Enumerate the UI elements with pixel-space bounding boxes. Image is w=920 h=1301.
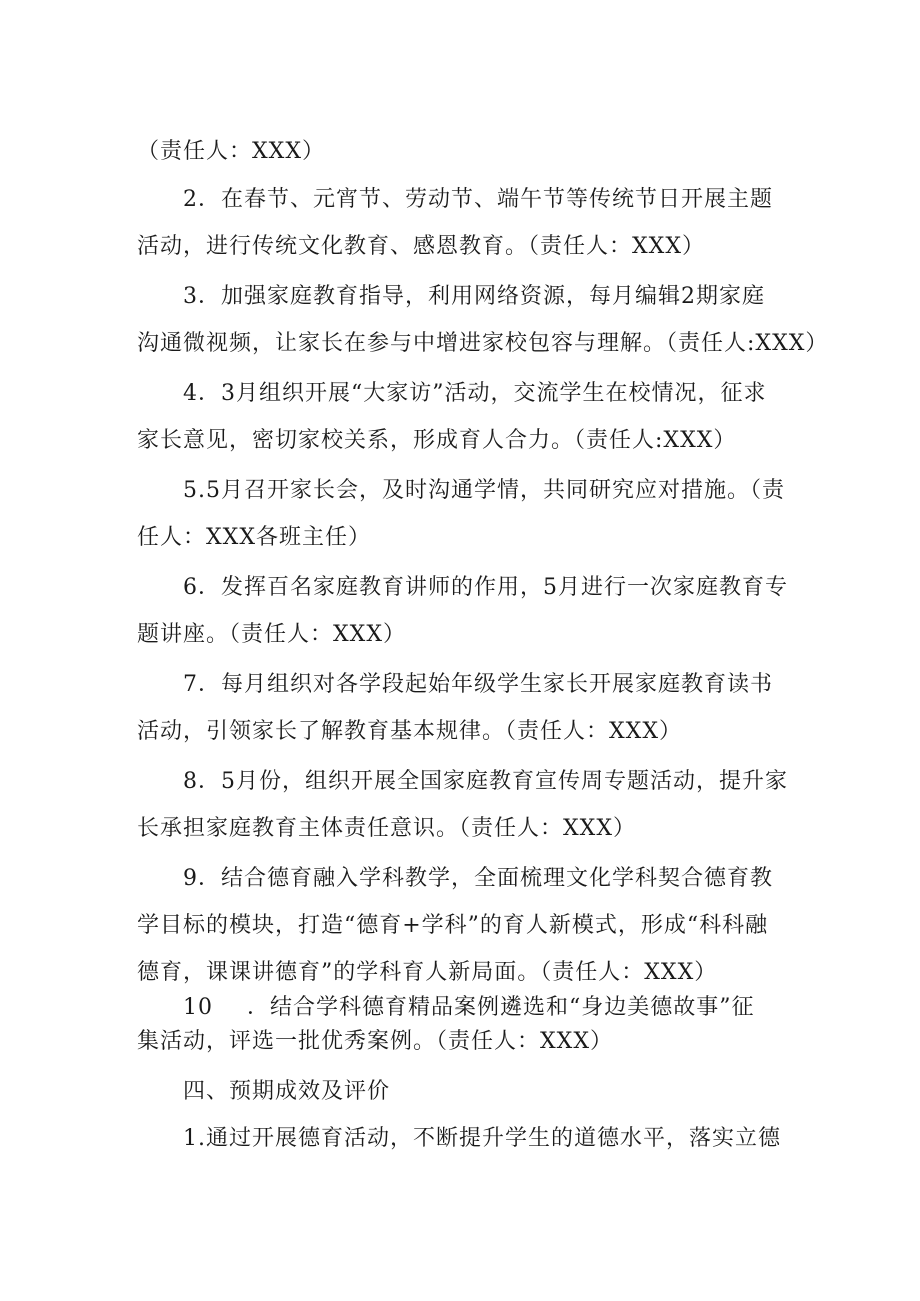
text-line: 学目标的模块，打造“德育+学科”的育人新模式，形成“科科融 (137, 913, 769, 938)
text-line: 1.通过开展德育活动，不断提升学生的道德水平，落实立德 (183, 1126, 781, 1151)
item-text: ．结合学科德育精品案例遴选和“身边美德故事”征 (247, 995, 755, 1020)
text-line: 活动，进行传统文化教育、感恩教育。（责任人：XXX） (137, 234, 705, 259)
section-heading: 四、预期成效及评价 (183, 1079, 391, 1104)
text-line: 沟通微视频，让家长在参与中增进家校包容与理解。（责任人:XXX） (137, 331, 829, 356)
text-line: 7．每月组织对各学段起始年级学生家长开展家庭教育读书 (183, 672, 773, 697)
text-line: 任人：XXX各班主任） (137, 525, 371, 550)
text-line: 活动，引领家长了解教育基本规律。（责任人：XXX） (137, 719, 682, 744)
text-line: 长承担家庭教育主体责任意识。（责任人：XXX） (137, 816, 636, 841)
text-line: 8．5月份，组织开展全国家庭教育宣传周专题活动，提升家 (183, 769, 788, 794)
text-line: 家长意见，密切家校关系，形成育人合力。（责任人:XXX） (137, 428, 737, 453)
item-number: 10 (183, 995, 213, 1020)
text-line: （责任人：XXX） (137, 139, 325, 164)
text-line: 5.5月召开家长会，及时沟通学情，共同研究应对措施。（责 (183, 478, 785, 503)
text-line: 德育，课课讲德育”的学科育人新局面。（责任人：XXX） (137, 960, 718, 985)
text-line-item-10 (183, 993, 843, 1023)
text-line: 2．在春节、元宵节、劳动节、端午节等传统节日开展主题 (183, 187, 773, 212)
text-line: 4．3月组织开展“大家访”活动，交流学生在校情况，征求 (183, 381, 767, 406)
text-line: 9．结合德育融入学科教学，全面梳理文化学科契合德育教 (183, 866, 773, 891)
text-line: 3．加强家庭教育指导，利用网络资源，每月编辑2期家庭 (183, 284, 765, 309)
text-line: 集活动，评选一批优秀案例。（责任人：XXX） (137, 1029, 613, 1054)
text-line: 6．发挥百名家庭教育讲师的作用，5月进行一次家庭教育专 (183, 575, 788, 600)
text-line: 题讲座。（责任人：XXX） (137, 622, 406, 647)
